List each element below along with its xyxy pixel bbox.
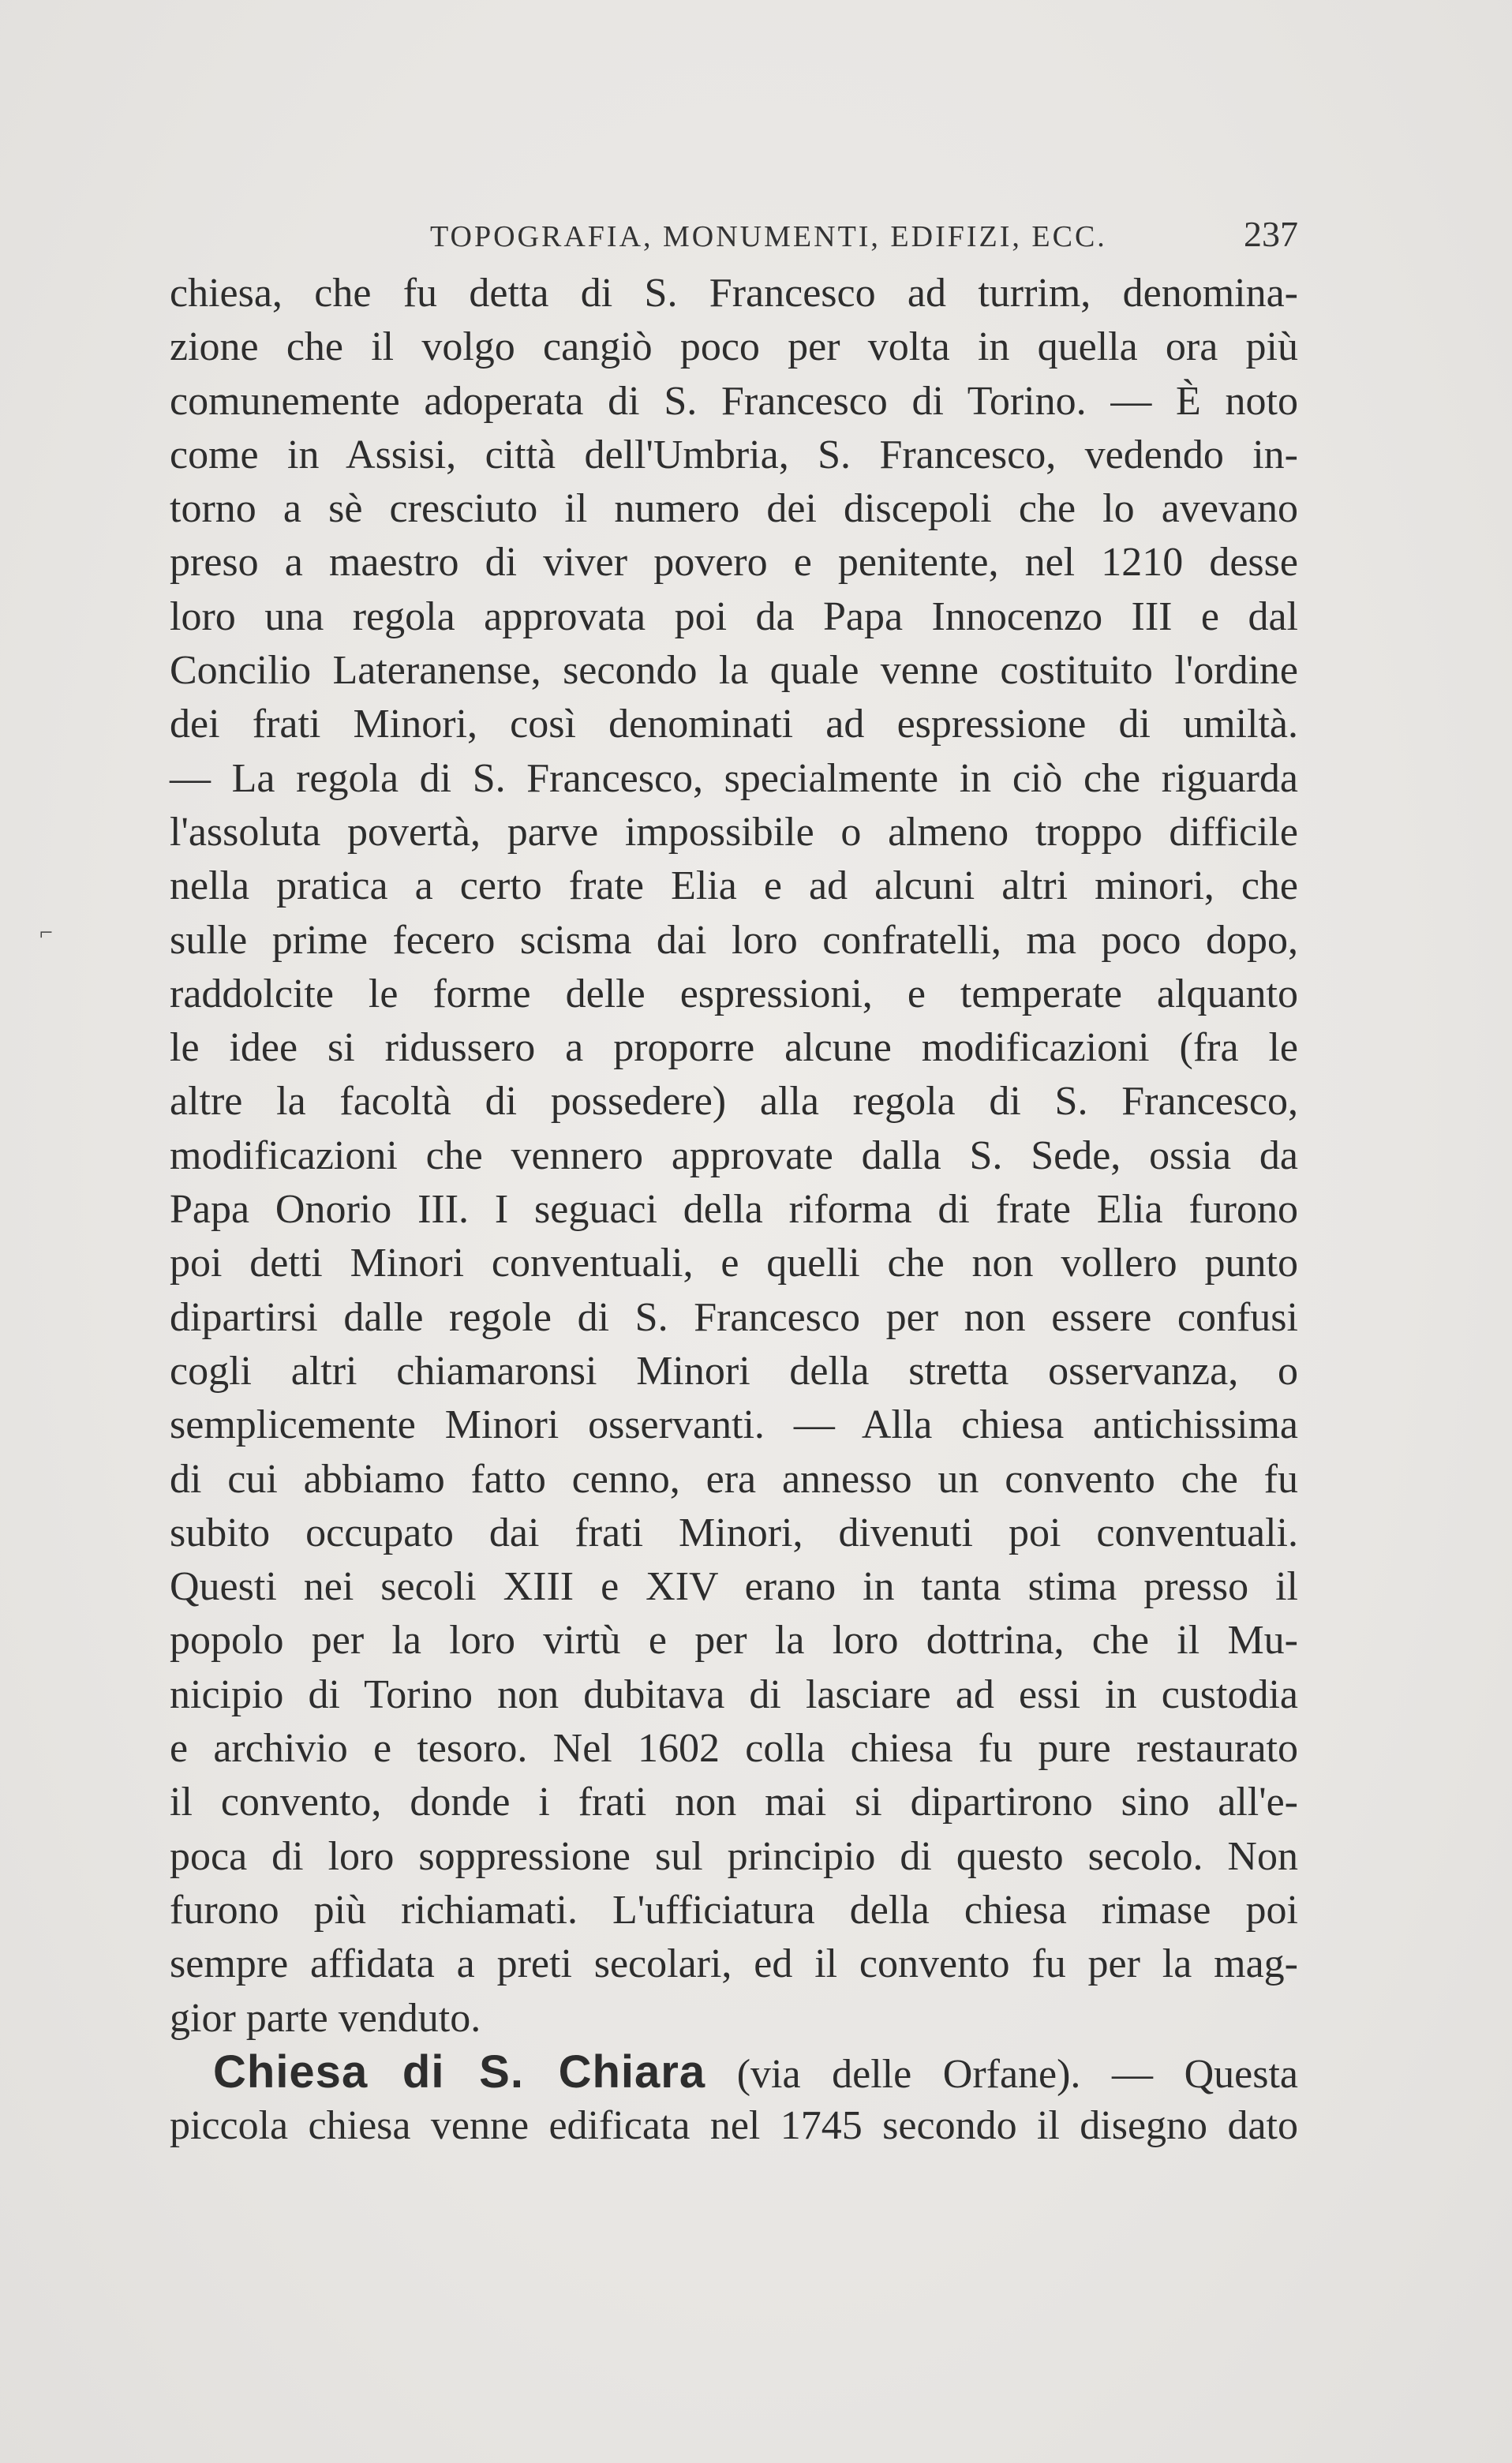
text-line: preso a maestro di viver povero e penitente, nel 1210 desse — [170, 540, 1298, 586]
text-line: poi detti Minori conventuali, e quelli che non vollero punto — [170, 1241, 1298, 1286]
text-line: nella pratica a certo frate Elia e ad alcuni altri minori, che — [170, 863, 1298, 909]
text-line: sempre affidata a preti secolari, ed il convento fu per la mag- — [170, 1941, 1298, 1987]
page-number: 237 — [1244, 214, 1298, 254]
text-line: poca di loro soppressione sul principio di questo secolo. Non — [170, 1833, 1298, 1879]
text-line: Concilio Lateranense, secondo la quale venne costituito l'ordine — [170, 648, 1298, 694]
text-line: il convento, donde i frati non mai si dipartirono sino all'e- — [170, 1780, 1298, 1825]
text-line: nicipio di Torino non dubitava di lasciare ad essi in custodia — [170, 1671, 1298, 1717]
text-line: le idee si ridussero a proporre alcune modificazioni (fra le — [170, 1025, 1298, 1071]
text-line: cogli altri chiamaronsi Minori della stretta osservanza, o — [170, 1348, 1298, 1394]
text-line: popolo per la loro virtù e per la loro dottrina, che il Mu- — [170, 1618, 1298, 1664]
text-line: zione che il volgo cangiò poco per volta in quella ora più — [170, 324, 1298, 370]
text-line: dei frati Minori, così denominati ad espressione di umiltà. — [170, 702, 1298, 747]
text-line: — La regola di S. Francesco, specialmente in ciò che riguarda — [170, 755, 1298, 801]
running-head: TOPOGRAFIA, MONUMENTI, EDIFIZI, ECC. — [430, 220, 1107, 253]
text-line: dipartirsi dalle regole di S. Francesco per non essere confusi — [170, 1294, 1298, 1340]
text-line: raddolcite le forme delle espressioni, e temperate alquanto — [170, 971, 1298, 1016]
text-line: l'assoluta povertà, parve impossibile o almeno troppo difficile — [170, 809, 1298, 855]
section-heading-rest: (via delle Orfane). — Questa — [705, 2051, 1298, 2097]
text-line: Papa Onorio III. I seguaci della riforma di frate Elia furono — [170, 1187, 1298, 1233]
text-line: come in Assisi, città dell'Umbria, S. Francesco, vedendo in- — [170, 432, 1298, 477]
text-line: Questi nei secoli XIII e XIV erano in tanta stima presso il — [170, 1564, 1298, 1610]
text-line: e archivio e tesoro. Nel 1602 colla chiesa fu pure restaurato — [170, 1726, 1298, 1772]
text-line: torno a sè cresciuto il numero dei discepoli che lo avevano — [170, 486, 1298, 532]
text-line: altre la facoltà di possedere) alla regola di S. Francesco, — [170, 1079, 1298, 1125]
section-heading: Chiesa di S. Chiara — [213, 2046, 706, 2098]
margin-mark: ⌐ — [39, 919, 53, 945]
text-line-paragraph-end: gior parte venduto. — [170, 1995, 481, 2041]
body-text — [170, 267, 1298, 2153]
page-header — [170, 211, 1298, 259]
text-line: semplicemente Minori osservanti. — Alla chiesa antichissima — [170, 1402, 1298, 1448]
text-line: piccola chiesa venne edificata nel 1745 secondo il disegno dato — [170, 2103, 1298, 2149]
text-line: di cui abbiamo fatto cenno, era annesso un convento che fu — [170, 1456, 1298, 1502]
text-line: modificazioni che vennero approvate dalla S. Sede, ossia da — [170, 1132, 1298, 1178]
text-line: comunemente adoperata di S. Francesco di Torino. — È noto — [170, 378, 1298, 424]
text-line: furono più richiamati. L'ufficiatura della chiesa rimase poi — [170, 1887, 1298, 1933]
text-line: chiesa, che fu detta di S. Francesco ad turrim, denomina- — [170, 271, 1298, 316]
section-heading-line — [170, 2046, 1298, 2099]
text-line: subito occupato dai frati Minori, divenuti poi conventuali. — [170, 1510, 1298, 1555]
text-line: loro una regola approvata poi da Papa Innocenzo III e dal — [170, 593, 1298, 639]
text-line: sulle prime fecero scisma dai loro confratelli, ma poco dopo, — [170, 917, 1298, 963]
